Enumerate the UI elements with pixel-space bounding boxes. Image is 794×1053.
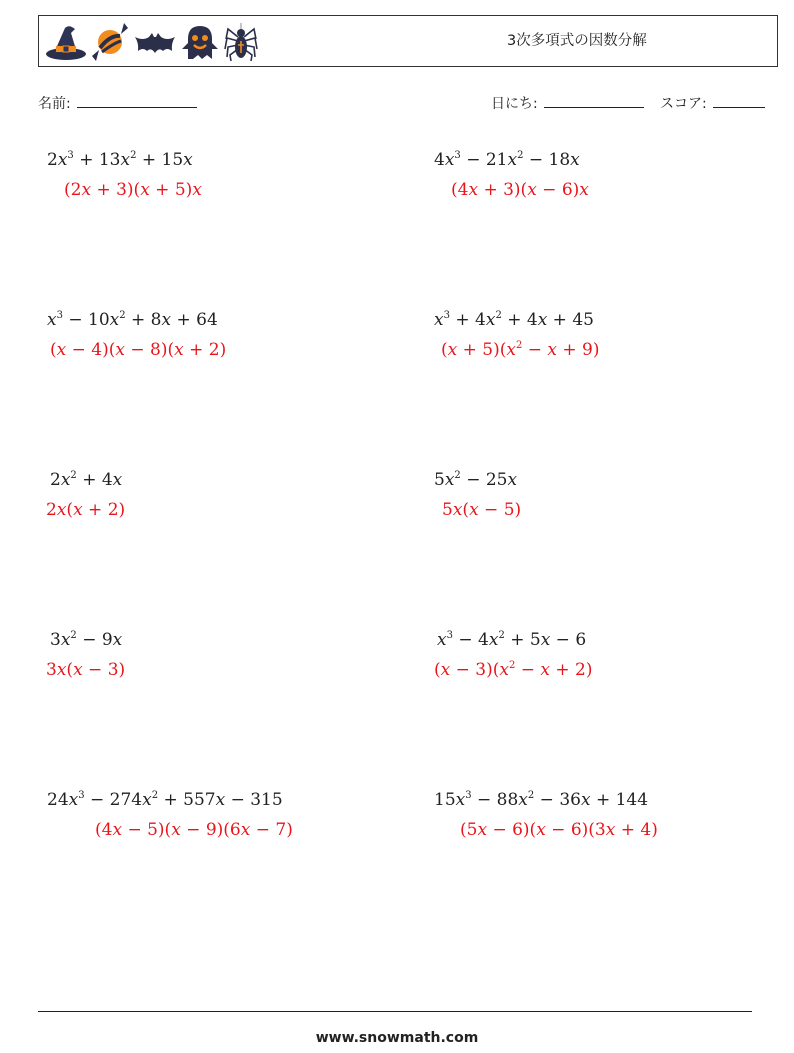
score-blank — [713, 106, 765, 108]
date-field — [491, 93, 644, 113]
problem-answer: (5x − 6)(x − 6)(3x + 4) — [460, 820, 658, 840]
bat-icon — [133, 23, 177, 61]
problem-question: $x^3 - 4x^2 + 5x - 6$ — [437, 630, 587, 650]
name-field — [38, 93, 197, 113]
problem-question: $3x^2 - 9x$ — [50, 630, 123, 650]
problem-answer: (2x + 3)(x + 5)x — [64, 180, 202, 200]
problem-question: $2x^2 + 4x$ — [50, 470, 123, 490]
date-blank — [544, 106, 644, 108]
candy-icon — [90, 23, 130, 61]
footer-url: www.snowmath.com — [315, 1030, 479, 1046]
problem-answer: (x − 4)(x − 8)(x + 2) — [50, 340, 227, 360]
name-blank — [77, 106, 197, 108]
ghost-icon — [180, 23, 220, 61]
worksheet-header — [38, 15, 778, 67]
problem-question: $x^3 - 10x^2 + 8x + 64$ — [47, 310, 218, 330]
name-label: 名前: — [38, 96, 71, 112]
problem-question: $4x^3 - 21x^2 - 18x$ — [434, 150, 580, 170]
spider-icon — [223, 23, 259, 61]
problem-question: $2x^3 + 13x^2 + 15x$ — [47, 150, 193, 170]
score-label: スコア: — [660, 96, 707, 112]
score-field — [660, 93, 765, 113]
problem-answer: 2x(x + 2) — [46, 500, 126, 520]
problem-question: $24x^3 - 274x^2 + 557x - 315$ — [47, 790, 283, 810]
problem-answer: (4x − 5)(x − 9)(6x − 7) — [95, 820, 293, 840]
problem-question: $x^3 + 4x^2 + 4x + 45$ — [434, 310, 594, 330]
date-label: 日にち: — [491, 96, 538, 112]
worksheet-title: 3次多項式の因数分解 — [507, 33, 647, 49]
problem-answer: $(x + 5)(x^2 - x + 9)$ — [441, 340, 600, 360]
problem-answer: (4x + 3)(x − 6)x — [451, 180, 589, 200]
problem-question: $15x^3 - 88x^2 - 36x + 144$ — [434, 790, 649, 810]
problem-answer: 5x(x − 5) — [442, 500, 522, 520]
halloween-icons — [45, 21, 259, 63]
problem-answer: $(x - 3)(x^2 - x + 2)$ — [434, 660, 593, 680]
problem-question: $5x^2 - 25x$ — [434, 470, 518, 490]
footer-divider — [38, 1011, 752, 1012]
witch-hat-icon — [45, 23, 87, 61]
problem-answer: 3x(x − 3) — [46, 660, 126, 680]
